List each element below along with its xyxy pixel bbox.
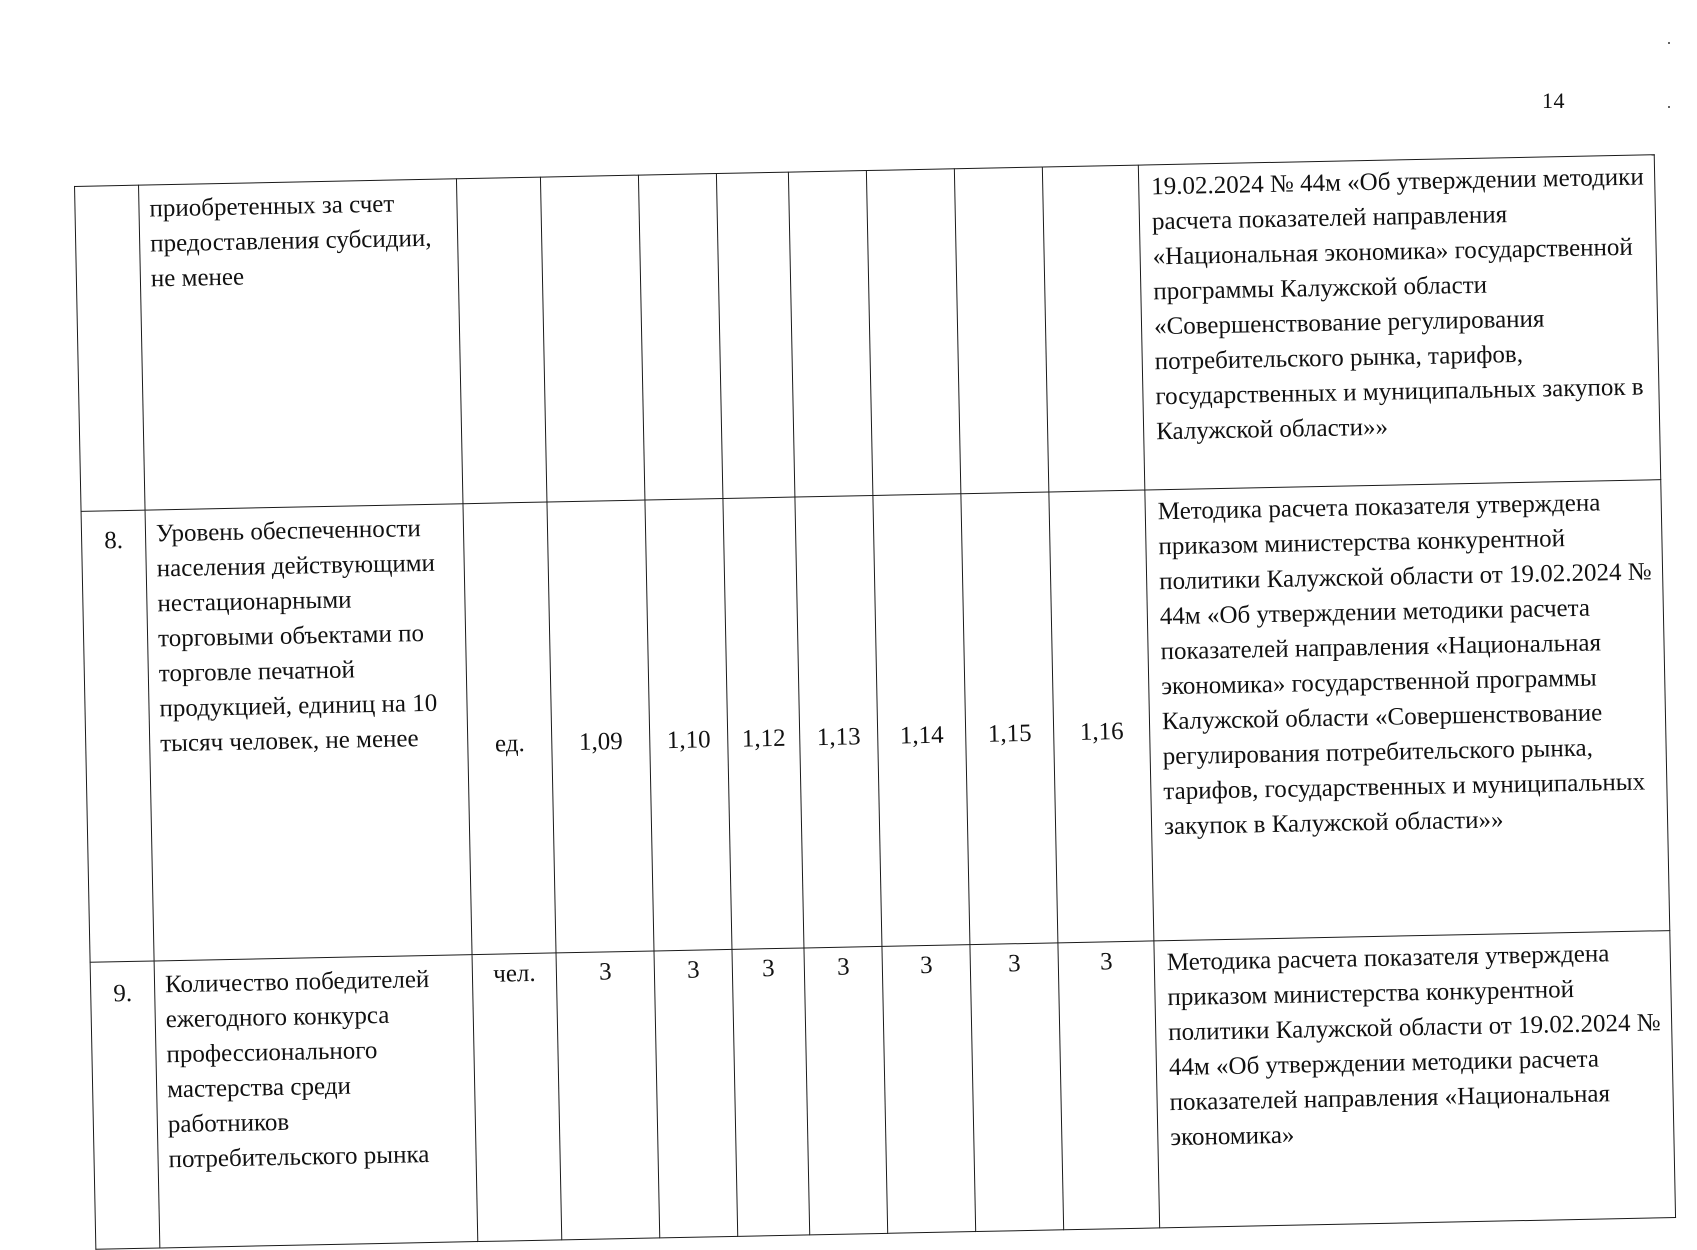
indicator-table-wrapper [74, 154, 1674, 1196]
value-cell [1042, 165, 1145, 492]
page-number: 14 [1542, 88, 1565, 113]
value-cell: 3 [804, 946, 888, 1235]
value-cell: 1,09 [547, 500, 654, 953]
row-number-cell: 9. [90, 961, 160, 1249]
value-cell [954, 167, 1049, 494]
value-cell: 1,12 [723, 497, 804, 949]
methodology-cell: Методика расчета показателя утверждена приказом министерства конкурентной политики Калужской области от 19.02.2024 № 44м «Об утверждении методики расчета показателей направления «Национальная экономика» [1154, 931, 1676, 1228]
value-cell: 1,13 [795, 495, 882, 947]
scan-speck [1668, 106, 1670, 108]
value-cell [866, 169, 961, 496]
value-cell [638, 174, 723, 501]
indicator-table [74, 154, 1676, 1250]
table-row [75, 155, 1661, 512]
value-cell: 3 [556, 951, 660, 1240]
table-row [90, 931, 1675, 1250]
value-cell: 3 [882, 945, 976, 1234]
value-cell: 3 [970, 943, 1064, 1232]
unit-cell: ед. [463, 502, 556, 955]
unit-cell [456, 177, 547, 504]
value-cell: 3 [654, 949, 738, 1238]
value-cell [788, 171, 873, 498]
value-cell: 1,10 [645, 498, 732, 950]
value-cell [540, 175, 645, 502]
methodology-cell: Методика расчета показателя утверждена приказом министерства конкурентной политики Калужской области от 19.02.2024 № 44м «Об утверждении методики расчета показателей направления «Национальная экономика» государственной программы Калужской области «Совершенствование регулирования потребительского рынка, тарифов, государственных и муниципальных закупок в Калужской области»» [1145, 480, 1670, 941]
value-cell: 3 [732, 948, 810, 1236]
value-cell: 1,14 [873, 494, 970, 947]
indicator-name-cell: Уровень обеспеченности населения действующими нестационарными торговыми объектами по торговле печатной продукцией, единиц на 10 тысяч человек, не менее [145, 504, 472, 961]
unit-cell: чел. [472, 953, 562, 1242]
row-number-cell: 8. [81, 510, 154, 962]
indicator-name-cell: приобретенных за счет предоставления субсидии, не менее [139, 179, 463, 510]
value-cell: 3 [1058, 941, 1160, 1230]
value-cell: 1,16 [1049, 490, 1154, 943]
methodology-cell: 19.02.2024 № 44м «Об утверждении методики расчета показателей направления «Национальная экономика» государственной программы Калужской области «Совершенствование регулирования потребительского рынка, тарифов, государственных и муниципальных закупок в Калужской области»» [1138, 155, 1660, 490]
value-cell [716, 172, 795, 498]
scan-speck [1668, 42, 1670, 44]
row-number-cell [75, 185, 146, 511]
indicator-name-cell: Количество победителей ежегодного конкурса профессионального мастерства среди работников потребительского рынка [154, 955, 478, 1248]
table-row [81, 480, 1670, 963]
value-cell: 1,15 [961, 492, 1058, 945]
